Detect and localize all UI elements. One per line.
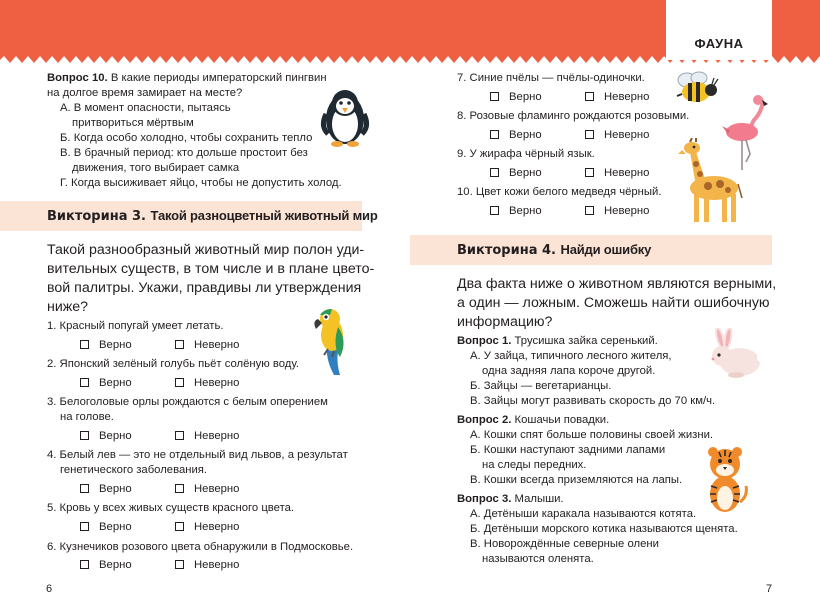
- quiz4-label: Викторина 4.: [457, 243, 556, 258]
- checkbox[interactable]: [175, 431, 184, 440]
- quiz4-intro-line2: а один — ложным. Сможешь найти ошибочную: [457, 295, 770, 311]
- q10-title-line2: на долгое время замирает на месте?: [47, 87, 243, 99]
- quiz3-intro-line3: вой палитры. Укажи, правдивы ли утверждения: [47, 280, 362, 296]
- q10-answer-c: В. В брачный период: кто дольше простоит без: [60, 147, 308, 159]
- true-label: Верно: [509, 167, 542, 179]
- statement-10-true-option[interactable]: [490, 203, 542, 219]
- true-label: Верно: [99, 483, 132, 495]
- parrot-icon: [308, 305, 360, 377]
- quiz4-title: [457, 235, 651, 266]
- statement-7-true-option[interactable]: [490, 89, 542, 105]
- statement-4-line2: генетического заболевания.: [60, 464, 208, 476]
- statement-7-false-option[interactable]: [585, 89, 649, 105]
- true-label: Верно: [99, 521, 132, 533]
- false-label: Неверно: [194, 430, 240, 442]
- checkbox[interactable]: [585, 168, 594, 177]
- false-label: Неверно: [194, 521, 240, 533]
- false-label: Неверно: [194, 483, 240, 495]
- statement-7: 7. Синие пчёлы — пчёлы-одиночки.: [457, 72, 645, 84]
- q1-text: Трусишка зайка серенький.: [514, 335, 658, 347]
- q10-answer-c-line2: движения, того выбирает самка: [72, 162, 240, 174]
- statement-5: 5. Кровь у всех живых существ красного цвета.: [47, 502, 295, 514]
- statement-2: 2. Японский зелёный голубь пьёт солёную воду.: [47, 358, 300, 370]
- checkbox[interactable]: [490, 92, 499, 101]
- q3-answer-a: А. Детёныши каракала называются котята.: [470, 508, 697, 520]
- false-label: Неверно: [604, 205, 650, 217]
- statement-3-false-option[interactable]: [175, 428, 239, 444]
- statement-1: 1. Красный попугай умеет летать.: [47, 320, 224, 332]
- checkbox[interactable]: [80, 431, 89, 440]
- checkbox[interactable]: [175, 522, 184, 531]
- q2-answer-b-line2: на следы передних.: [482, 459, 587, 471]
- quiz3-intro-line2: вительных существ, в том числе и в плане цвето-: [47, 261, 375, 277]
- checkbox[interactable]: [490, 168, 499, 177]
- q2-number: Вопрос 2.: [457, 414, 512, 426]
- q10-title: [47, 70, 327, 86]
- statement-10-false-option[interactable]: [585, 203, 649, 219]
- statement-3: 3. Белоголовые орлы рождаются с белым оперением: [47, 396, 328, 408]
- false-label: Неверно: [194, 559, 240, 571]
- quiz3-title: [47, 201, 378, 232]
- false-label: Неверно: [194, 377, 240, 389]
- q3-text: Малыши.: [514, 493, 564, 505]
- checkbox[interactable]: [585, 130, 594, 139]
- q1-answer-a-line2: одна задняя лапа короче другой.: [482, 365, 656, 377]
- q3-title: [457, 491, 564, 507]
- false-label: Неверно: [604, 129, 650, 141]
- statement-9-true-option[interactable]: [490, 165, 542, 181]
- statement-9-false-option[interactable]: [585, 165, 649, 181]
- q1-title: [457, 333, 658, 349]
- statement-8-true-option[interactable]: [490, 127, 542, 143]
- checkbox[interactable]: [175, 560, 184, 569]
- q10-answer-a: А. В момент опасности, пытаясь: [60, 102, 231, 114]
- true-label: Верно: [99, 377, 132, 389]
- true-label: Верно: [99, 430, 132, 442]
- checkbox[interactable]: [175, 378, 184, 387]
- checkbox[interactable]: [585, 206, 594, 215]
- checkbox[interactable]: [585, 92, 594, 101]
- quiz3-intro-line1: Такой разнообразный животный мир полон уди-: [47, 242, 365, 258]
- false-label: Неверно: [194, 339, 240, 351]
- q10-number: Вопрос 10.: [47, 72, 108, 84]
- q2-answer-b: Б. Кошки наступают задними лапами: [470, 444, 666, 456]
- quiz3-label: Викторина 3.: [47, 209, 146, 224]
- q2-answer-a: А. Кошки спят больше половины своей жизни.: [470, 429, 714, 441]
- true-label: Верно: [509, 129, 542, 141]
- false-label: Неверно: [604, 91, 650, 103]
- q1-answer-c: В. Зайцы могут развивать скорость до 70 км/ч.: [470, 395, 716, 407]
- statement-6-false-option[interactable]: [175, 557, 239, 573]
- statement-3-line2: на голове.: [60, 411, 114, 423]
- q3-answer-c-line2: называются оленята.: [482, 553, 594, 565]
- quiz3-name: Такой разноцветный животный мир: [150, 208, 378, 223]
- q3-number: Вопрос 3.: [457, 493, 512, 505]
- false-label: Неверно: [604, 167, 650, 179]
- statement-9: 9. У жирафа чёрный язык.: [457, 148, 595, 160]
- q10-answer-a-line2: притвориться мёртвым: [72, 117, 194, 129]
- quiz4-intro-line3: информацию?: [457, 314, 553, 330]
- checkbox[interactable]: [80, 340, 89, 349]
- statement-8: 8. Розовые фламинго рождаются розовыми.: [457, 110, 690, 122]
- giraffe-icon: [676, 138, 744, 224]
- page-number-right: 7: [766, 583, 773, 595]
- checkbox[interactable]: [175, 340, 184, 349]
- q3-answer-c: В. Новорождённые северные олени: [470, 538, 659, 550]
- statement-6-true-option[interactable]: [80, 557, 132, 573]
- statement-3-true-option[interactable]: [80, 428, 132, 444]
- checkbox[interactable]: [80, 560, 89, 569]
- quiz3-intro-line4: ниже?: [47, 299, 89, 315]
- true-label: Верно: [99, 339, 132, 351]
- statement-2-false-option[interactable]: [175, 375, 239, 391]
- checkbox[interactable]: [490, 130, 499, 139]
- q1-answer-a: А. У зайца, типичного лесного жителя,: [470, 350, 672, 362]
- rabbit-icon: [706, 328, 766, 380]
- tiger-icon: [702, 446, 748, 516]
- quiz4-name: Найди ошибку: [560, 242, 652, 257]
- checkbox[interactable]: [175, 484, 184, 493]
- true-label: Верно: [509, 205, 542, 217]
- q2-title: [457, 412, 609, 428]
- statement-5-true-option[interactable]: [80, 519, 132, 535]
- statement-8-false-option[interactable]: [585, 127, 649, 143]
- checkbox[interactable]: [80, 378, 89, 387]
- section-tab: [666, 0, 772, 60]
- q3-answer-b: Б. Детёныши морского котика называются щенята.: [470, 523, 738, 535]
- checkbox[interactable]: [80, 484, 89, 493]
- section-title: ФАУНА: [694, 36, 744, 51]
- statement-4-false-option[interactable]: [175, 481, 239, 497]
- q2-text: Кошачьи повадки.: [514, 414, 610, 426]
- true-label: Верно: [99, 559, 132, 571]
- q1-answer-b: Б. Зайцы — вегетарианцы.: [470, 380, 612, 392]
- statement-1-false-option[interactable]: [175, 337, 239, 353]
- page-number-left: 6: [46, 583, 53, 595]
- checkbox[interactable]: [490, 206, 499, 215]
- statement-1-true-option[interactable]: [80, 337, 132, 353]
- q1-number: Вопрос 1.: [457, 335, 512, 347]
- statement-2-true-option[interactable]: [80, 375, 132, 391]
- q2-answer-c: В. Кошки всегда приземляются на лапы.: [470, 474, 683, 486]
- bee-icon: [674, 70, 720, 106]
- statement-5-false-option[interactable]: [175, 519, 239, 535]
- quiz4-intro-line1: Два факта ниже о животном являются верными,: [457, 276, 777, 292]
- statement-4: 4. Белый лев — это не отдельный вид львов, а результат: [47, 449, 348, 461]
- true-label: Верно: [509, 91, 542, 103]
- statement-6: 6. Кузнечиков розового цвета обнаружили в Подмосковье.: [47, 541, 354, 553]
- checkbox[interactable]: [80, 522, 89, 531]
- statement-10: 10. Цвет кожи белого медведя чёрный.: [457, 186, 662, 198]
- penguin-icon: [318, 86, 372, 148]
- q10-answer-b: Б. Когда особо холодно, чтобы сохранить тепло: [60, 132, 313, 144]
- statement-4-true-option[interactable]: [80, 481, 132, 497]
- q10-text: В какие периоды императорский пингвин: [110, 72, 327, 84]
- q10-answer-d: Г. Когда высиживает яйцо, чтобы не допустить холод.: [60, 177, 342, 189]
